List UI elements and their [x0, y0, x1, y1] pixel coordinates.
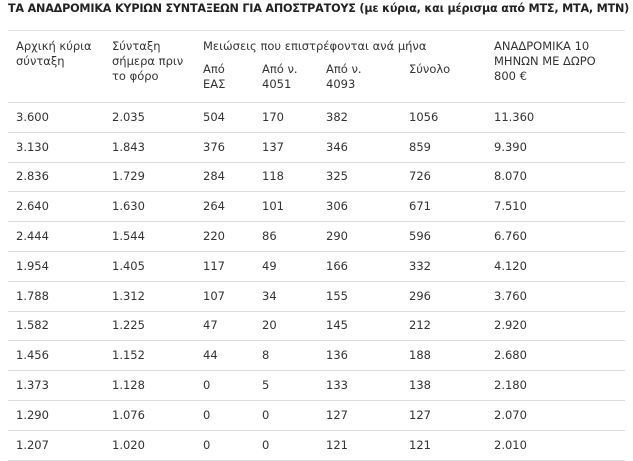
cell-initial-pension: 2.640	[8, 192, 104, 222]
cell-initial-pension: 2.444	[8, 222, 104, 252]
cell-current-pension: 1.630	[104, 192, 195, 222]
cell-total: 138	[401, 371, 486, 401]
cell-from-law-4093: 290	[318, 222, 401, 252]
header-reductions-group: Μειώσεις που επιστρέφονται ανά μήνα	[203, 39, 427, 53]
cell-from-eas: 284	[195, 162, 254, 192]
cell-from-eas: 0	[195, 371, 254, 401]
cell-total: 212	[401, 311, 486, 341]
cell-from-law-4051: 20	[254, 311, 318, 341]
cell-from-eas: 47	[195, 311, 254, 341]
cell-from-law-4051: 49	[254, 251, 318, 281]
header-total: Σύνολο	[401, 54, 486, 103]
cell-from-law-4051: 8	[254, 341, 318, 371]
cell-from-law-4051: 5	[254, 371, 318, 401]
header-arrears: ΑΝΑΔΡΟΜΙΚΑ 10 ΜΗΝΩΝ ΜΕ ΔΩΡΟ 800 €	[486, 31, 625, 103]
cell-current-pension: 1.225	[104, 311, 195, 341]
cell-from-law-4093: 136	[318, 341, 401, 371]
header-from-law-4093: Από ν. 4093	[318, 54, 401, 103]
cell-total: 1056	[401, 103, 486, 133]
table-row	[8, 311, 625, 341]
cell-from-law-4093: 306	[318, 192, 401, 222]
cell-from-law-4051: 34	[254, 281, 318, 311]
cell-total: 596	[401, 222, 486, 252]
cell-current-pension: 1.152	[104, 341, 195, 371]
page-title: ΤΑ ΑΝΑΔΡΟΜΙΚΑ ΚΥΡΙΩΝ ΣΥΝΤΑΞΕΩΝ ΓΙΑ ΑΠΟΣΤΡΑΤΟΥΣ (με κύρια, και μέρισμα από ΜΤΣ, ΜΤΑ, ΜΤΝ)	[8, 2, 630, 15]
table-row	[8, 371, 625, 401]
cell-arrears: 11.360	[486, 103, 625, 133]
table-row	[8, 103, 625, 133]
cell-from-eas: 376	[195, 132, 254, 162]
cell-current-pension: 2.035	[104, 103, 195, 133]
cell-current-pension: 1.405	[104, 251, 195, 281]
header-current-pension: Σύνταξη σήμερα πριν το φόρο	[104, 31, 195, 103]
cell-from-law-4093: 155	[318, 281, 401, 311]
cell-current-pension: 1.076	[104, 400, 195, 430]
cell-total: 188	[401, 341, 486, 371]
cell-total: 726	[401, 162, 486, 192]
cell-initial-pension: 1.788	[8, 281, 104, 311]
table-row	[8, 430, 625, 460]
cell-from-eas: 0	[195, 400, 254, 430]
cell-arrears: 2.680	[486, 341, 625, 371]
cell-from-law-4051: 0	[254, 430, 318, 460]
cell-from-law-4093: 325	[318, 162, 401, 192]
cell-arrears: 8.070	[486, 162, 625, 192]
cell-initial-pension: 1.954	[8, 251, 104, 281]
cell-current-pension: 1.128	[104, 371, 195, 401]
table-body	[8, 103, 625, 461]
cell-total: 127	[401, 400, 486, 430]
pension-arrears-table	[8, 30, 625, 461]
cell-arrears: 2.920	[486, 311, 625, 341]
table-row	[8, 162, 625, 192]
cell-from-law-4051: 86	[254, 222, 318, 252]
cell-initial-pension: 1.582	[8, 311, 104, 341]
cell-total: 859	[401, 132, 486, 162]
cell-from-eas: 44	[195, 341, 254, 371]
cell-from-law-4093: 346	[318, 132, 401, 162]
cell-initial-pension: 1.207	[8, 430, 104, 460]
table-row	[8, 222, 625, 252]
table-row	[8, 251, 625, 281]
header-from-law-4051: Από ν. 4051	[254, 54, 318, 103]
table-row	[8, 281, 625, 311]
cell-arrears: 3.760	[486, 281, 625, 311]
header-initial-pension: Αρχική κύρια σύνταξη	[8, 31, 104, 103]
cell-initial-pension: 1.373	[8, 371, 104, 401]
cell-arrears: 7.510	[486, 192, 625, 222]
cell-current-pension: 1.729	[104, 162, 195, 192]
cell-from-law-4093: 133	[318, 371, 401, 401]
header-row-primary	[8, 31, 625, 55]
table-row	[8, 341, 625, 371]
cell-from-law-4093: 166	[318, 251, 401, 281]
cell-total: 121	[401, 430, 486, 460]
cell-arrears: 9.390	[486, 132, 625, 162]
cell-from-law-4051: 170	[254, 103, 318, 133]
cell-arrears: 4.120	[486, 251, 625, 281]
cell-arrears: 2.070	[486, 400, 625, 430]
cell-arrears: 6.760	[486, 222, 625, 252]
cell-from-law-4093: 145	[318, 311, 401, 341]
cell-arrears: 2.010	[486, 430, 625, 460]
cell-from-eas: 117	[195, 251, 254, 281]
table-row	[8, 400, 625, 430]
cell-initial-pension: 1.290	[8, 400, 104, 430]
cell-current-pension: 1.843	[104, 132, 195, 162]
cell-current-pension: 1.544	[104, 222, 195, 252]
table-row	[8, 192, 625, 222]
cell-from-law-4093: 382	[318, 103, 401, 133]
cell-from-law-4051: 137	[254, 132, 318, 162]
cell-current-pension: 1.312	[104, 281, 195, 311]
cell-from-law-4051: 101	[254, 192, 318, 222]
cell-from-eas: 107	[195, 281, 254, 311]
cell-from-eas: 0	[195, 430, 254, 460]
cell-from-law-4093: 121	[318, 430, 401, 460]
cell-from-law-4051: 0	[254, 400, 318, 430]
cell-from-law-4093: 127	[318, 400, 401, 430]
cell-initial-pension: 3.600	[8, 103, 104, 133]
cell-total: 671	[401, 192, 486, 222]
cell-total: 296	[401, 281, 486, 311]
cell-from-eas: 504	[195, 103, 254, 133]
cell-initial-pension: 2.836	[8, 162, 104, 192]
cell-from-law-4051: 118	[254, 162, 318, 192]
cell-from-eas: 220	[195, 222, 254, 252]
table-row	[8, 132, 625, 162]
cell-initial-pension: 3.130	[8, 132, 104, 162]
cell-initial-pension: 1.456	[8, 341, 104, 371]
cell-total: 332	[401, 251, 486, 281]
cell-arrears: 2.180	[486, 371, 625, 401]
cell-from-eas: 264	[195, 192, 254, 222]
header-from-eas: Από ΕΑΣ	[195, 54, 254, 103]
cell-current-pension: 1.020	[104, 430, 195, 460]
